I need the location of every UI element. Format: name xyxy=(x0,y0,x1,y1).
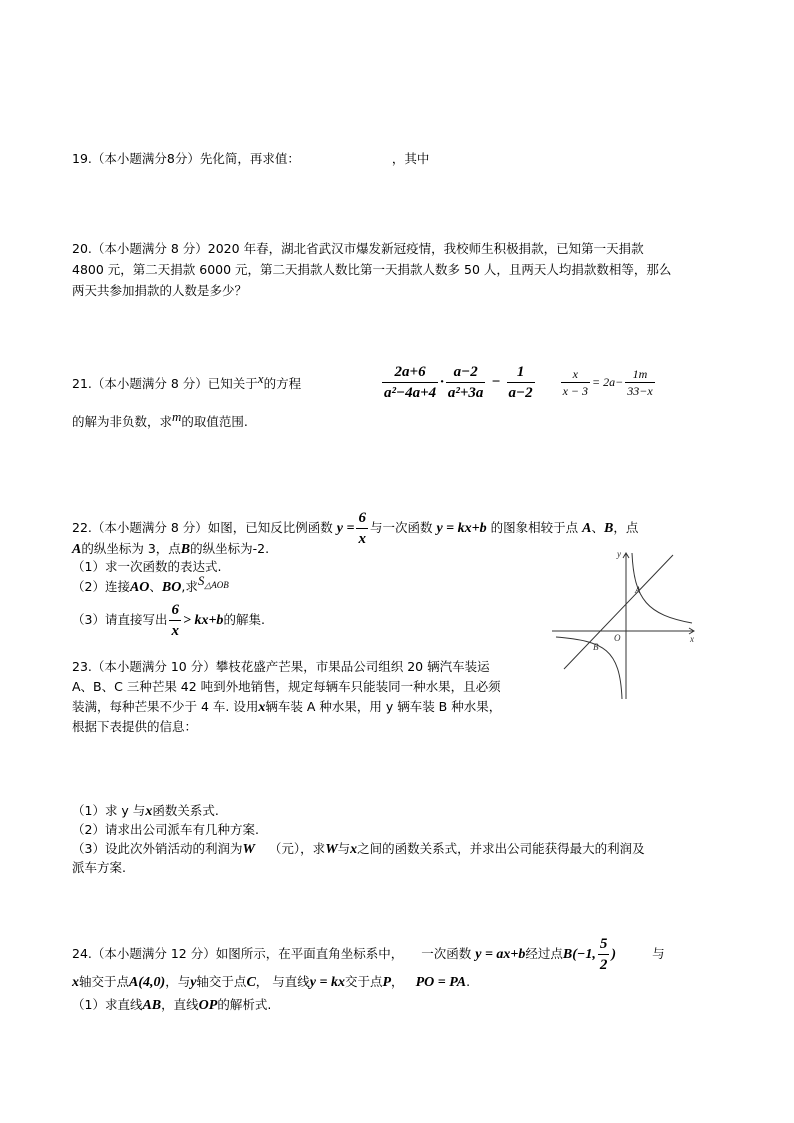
graph-label-x: x xyxy=(690,634,694,644)
q20-line2: 4800 元，第二天捐款 6000 元，第二天捐款人数比第一天捐款人数多 50 人，且两天人均捐款数相等，那么 xyxy=(72,262,672,277)
q21-line1: 21.（本小题满分 8 分）已知关于$^x$的方程 xyxy=(72,371,302,392)
q20-line3: 两天共参加捐款的人数是多少？ xyxy=(72,283,248,298)
fraction-2: $\frac{a-2}{\text{a²+3a}}$ xyxy=(447,364,484,401)
q23-line1: 23.（本小题满分 10 分）攀枝花盛产芒果，市果品公司组织 20 辆汽车装运 xyxy=(72,659,490,674)
inverse-function: y = xyxy=(336,521,355,536)
q23-line3: 装满，每种芒果不少于 4 车. 设用x辆车装 A 种水果，用 y 辆车装 B 种水果， xyxy=(72,699,502,715)
q22-sub2: （2）连接AO、BO,求$S_{\triangle AOB}$ xyxy=(72,573,229,595)
var-x: x xyxy=(257,371,264,386)
q21-expression: $\frac{2a+6}{\text{a²−4a+4}}$ · $\frac{a-2}{\text{a²+3a}}$ − $\frac{1}{a-2}$ $\frac{x}{x - 3}$ = 2a− $\frac{1m}{33-x}$ xyxy=(384,364,653,401)
equation-a: a xyxy=(609,375,616,389)
q23-sub3-cont: 派车方案. xyxy=(72,860,126,875)
graph-label-O: O xyxy=(614,633,621,643)
graph-label-A: A xyxy=(635,585,641,595)
q19-line xyxy=(72,150,429,168)
var-m: m xyxy=(172,409,182,424)
equation-rhs: $\frac{1m}{33-x}$ xyxy=(627,367,653,398)
hyperbola-branch-2 xyxy=(556,637,622,699)
q24-line2: x轴交于点A(4,0)，与y轴交于点C， 与直线y = kx交于点P， PO = PA. xyxy=(72,974,471,990)
q23-line4: 根据下表提供的信息： xyxy=(72,719,198,734)
graph-label-B: B xyxy=(593,642,599,652)
equation-mid: = 2 xyxy=(592,375,610,389)
linear-function: y = kx+b xyxy=(436,521,487,536)
q23-sub2: （2）请求出公司派车有几种方案. xyxy=(72,822,259,837)
q22-fraction: $\frac{6}{x}$ xyxy=(358,510,366,547)
q22-sub1: （1）求一次函数的表达式. xyxy=(72,559,222,574)
q22-graph xyxy=(548,545,704,703)
fraction-3: $\frac{1}{a-2}$ xyxy=(508,364,533,401)
q22-sub3: （3）请直接写出 $\frac{6}{x}$ > kx+b的解集. xyxy=(72,602,265,639)
q22-line2: A的纵坐标为 3，点B的纵坐标为-2. xyxy=(72,541,270,557)
fraction-1: $\frac{2a+6}{\text{a²−4a+4}}$ xyxy=(384,364,437,401)
q21-line2: 的解为非负数，求$^m$的取值范围. xyxy=(72,409,248,430)
q23-sub1: （1）求 y 与x函数关系式. xyxy=(72,803,219,819)
q19-after: ，其中 xyxy=(391,151,430,166)
q23-sub3: （3）设此次外销活动的利润为W （元），求W与x之间的函数关系式，并求出公司能获得最大的利润及 xyxy=(72,841,645,857)
equation-lhs: $\frac{x}{x - 3}$ xyxy=(562,367,589,398)
q20-line1: 20.（本小题满分 8 分）2020 年春，湖北省武汉市爆发新冠疫情，我校师生积极捐款，已知第一天捐款 xyxy=(72,241,644,256)
q19-text: 19.（本小题满分8分）先化简，再求值： xyxy=(72,151,300,166)
q24-line1: 24.（本小题满分 12 分）如图所示，在平面直角坐标系中， 一次函数 y = ax+b经过点B(−1, $\frac{5}{2}$ ) 与 xyxy=(72,936,665,973)
q23-line2: A、B、C 三种芒果 42 吨到外地销售，规定每辆车只能装同一种水果，且必须 xyxy=(72,679,501,694)
graph-label-y: y xyxy=(617,549,621,559)
linear-graph xyxy=(564,555,673,669)
q24-sub1: （1）求直线AB，直线OP的解析式. xyxy=(72,997,272,1013)
q22-line1: 22.（本小题满分 8 分）如图，已知反比例函数 y = $\frac{6}{x}$ 与一次函数 y = kx+b 的图象相较于点 A、B，点 xyxy=(72,510,639,547)
